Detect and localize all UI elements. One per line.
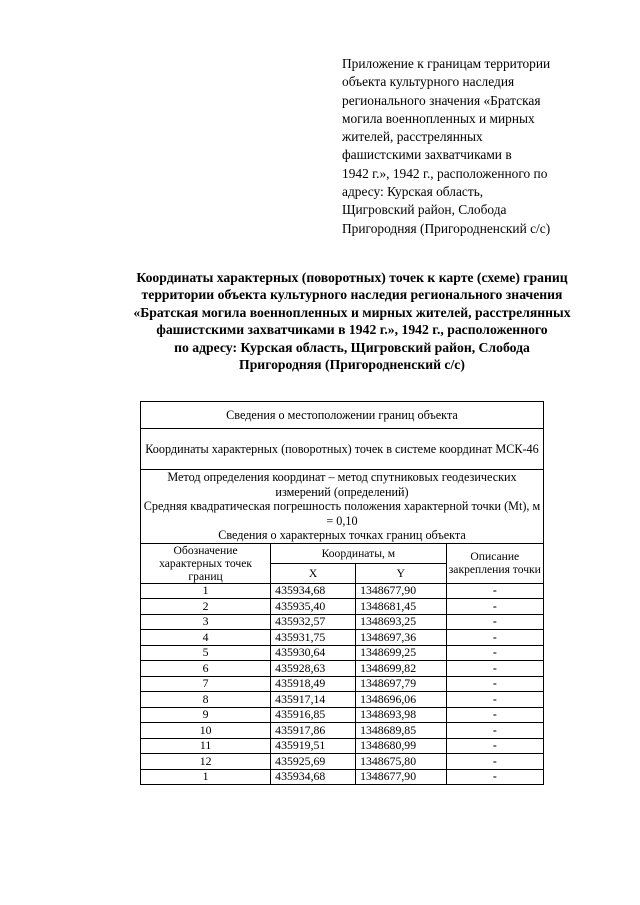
accuracy-text: Средняя квадратическая погрешность положения характерной точки (Mt), м = 0,10	[143, 499, 541, 528]
table-row	[141, 707, 544, 723]
title-line: территории объекта культурного наследия регионального значения	[141, 287, 563, 303]
y-coordinate-cell: 1348696,06	[356, 692, 447, 708]
appendix-line: регионального значения «Братская	[342, 92, 541, 108]
y-coordinate-cell: 1348689,85	[356, 723, 447, 739]
appendix-line: объекта культурного наследия	[342, 74, 515, 90]
description-cell: -	[446, 738, 543, 754]
description-cell: -	[446, 614, 543, 630]
y-coordinate-cell: 1348699,25	[356, 645, 447, 661]
y-coordinate-cell: 1348681,45	[356, 599, 447, 615]
x-coordinate-cell: 435925,69	[271, 754, 356, 770]
description-cell: -	[446, 583, 543, 599]
x-coordinate-cell: 435917,14	[271, 692, 356, 708]
appendix-line: жителей, расстрелянных	[342, 129, 483, 145]
method-text: Метод определения координат – метод спутниковых геодезических измерений (определений)	[167, 470, 517, 499]
y-coordinate-cell: 1348693,98	[356, 707, 447, 723]
table-row	[141, 661, 544, 677]
appendix-line: могила военнопленных и мирных	[342, 110, 535, 126]
point-id-cell: 2	[141, 599, 271, 615]
location-header: Сведения о местоположении границ объекта	[141, 402, 544, 429]
point-id-cell: 4	[141, 630, 271, 646]
x-coordinate-cell: 435935,40	[271, 599, 356, 615]
table-row	[141, 769, 544, 785]
point-id-cell: 5	[141, 645, 271, 661]
table-row	[141, 676, 544, 692]
point-id-cell: 3	[141, 614, 271, 630]
coordinate-system-header: Координаты характерных (поворотных) точек в системе координат МСК-46	[141, 429, 544, 470]
description-cell: -	[446, 707, 543, 723]
title-line: Пригородняя (Пригородненский с/с)	[239, 357, 465, 373]
description-cell: -	[446, 754, 543, 770]
y-header: Y	[356, 563, 447, 583]
appendix-line: Щигровский район, Слобода	[342, 202, 507, 218]
title-line: Координаты характерных (поворотных) точек к карте (схеме) границ	[136, 270, 568, 285]
table-row	[141, 738, 544, 754]
appendix-line: 1942 г.», 1942 г., расположенного по	[342, 165, 548, 181]
appendix-line: Приложение к границам территории	[342, 56, 551, 71]
table-row	[141, 599, 544, 615]
x-header: X	[271, 563, 356, 583]
point-id-cell: 11	[141, 738, 271, 754]
y-coordinate-cell: 1348680,99	[356, 738, 447, 754]
title-line: «Братская могила военнопленных и мирных жителей, расстрелянных	[133, 304, 571, 320]
description-header: Описание закрепления точки	[446, 543, 543, 583]
document-title	[92, 269, 612, 373]
point-id-cell: 10	[141, 723, 271, 739]
description-cell: -	[446, 645, 543, 661]
appendix-line: адресу: Курская область,	[342, 184, 484, 200]
x-coordinate-cell: 435934,68	[271, 583, 356, 599]
x-coordinate-cell: 435918,49	[271, 676, 356, 692]
table-row	[141, 692, 544, 708]
y-coordinate-cell: 1348675,80	[356, 754, 447, 770]
points-header: Сведения о характерных точках границ объекта	[218, 528, 466, 542]
table-row	[141, 614, 544, 630]
x-coordinate-cell: 435932,57	[271, 614, 356, 630]
x-coordinate-cell: 435934,68	[271, 769, 356, 785]
table-row	[141, 630, 544, 646]
point-id-cell: 8	[141, 692, 271, 708]
table-row	[141, 723, 544, 739]
x-coordinate-cell: 435917,86	[271, 723, 356, 739]
designation-header: Обозначение характерных точек границ	[141, 543, 271, 583]
table-row	[141, 583, 544, 599]
title-line: фашистскими захватчиками в 1942 г.», 1942 г., расположенного	[156, 322, 548, 338]
point-id-cell: 12	[141, 754, 271, 770]
appendix-line: Пригородняя (Пригородненский с/с)	[342, 220, 551, 236]
coordinates-header: Координаты, м	[271, 543, 446, 563]
title-line: по адресу: Курская область, Щигровский район, Слобода	[174, 339, 530, 355]
x-coordinate-cell: 435928,63	[271, 661, 356, 677]
coordinates-table	[140, 401, 544, 785]
point-id-cell: 6	[141, 661, 271, 677]
table-row	[141, 645, 544, 661]
y-coordinate-cell: 1348677,90	[356, 583, 447, 599]
description-cell: -	[446, 676, 543, 692]
y-coordinate-cell: 1348697,79	[356, 676, 447, 692]
x-coordinate-cell: 435931,75	[271, 630, 356, 646]
x-coordinate-cell: 435930,64	[271, 645, 356, 661]
description-cell: -	[446, 769, 543, 785]
method-cell	[141, 470, 544, 544]
x-coordinate-cell: 435919,51	[271, 738, 356, 754]
y-coordinate-cell: 1348699,82	[356, 661, 447, 677]
description-cell: -	[446, 599, 543, 615]
description-cell: -	[446, 661, 543, 677]
y-coordinate-cell: 1348677,90	[356, 769, 447, 785]
appendix-line: фашистскими захватчиками в	[342, 147, 512, 163]
point-id-cell: 9	[141, 707, 271, 723]
description-cell: -	[446, 723, 543, 739]
description-cell: -	[446, 692, 543, 708]
y-coordinate-cell: 1348693,25	[356, 614, 447, 630]
appendix-note	[342, 55, 584, 238]
point-id-cell: 1	[141, 583, 271, 599]
x-coordinate-cell: 435916,85	[271, 707, 356, 723]
point-id-cell: 1	[141, 769, 271, 785]
point-id-cell: 7	[141, 676, 271, 692]
description-cell: -	[446, 630, 543, 646]
y-coordinate-cell: 1348697,36	[356, 630, 447, 646]
table-row	[141, 754, 544, 770]
